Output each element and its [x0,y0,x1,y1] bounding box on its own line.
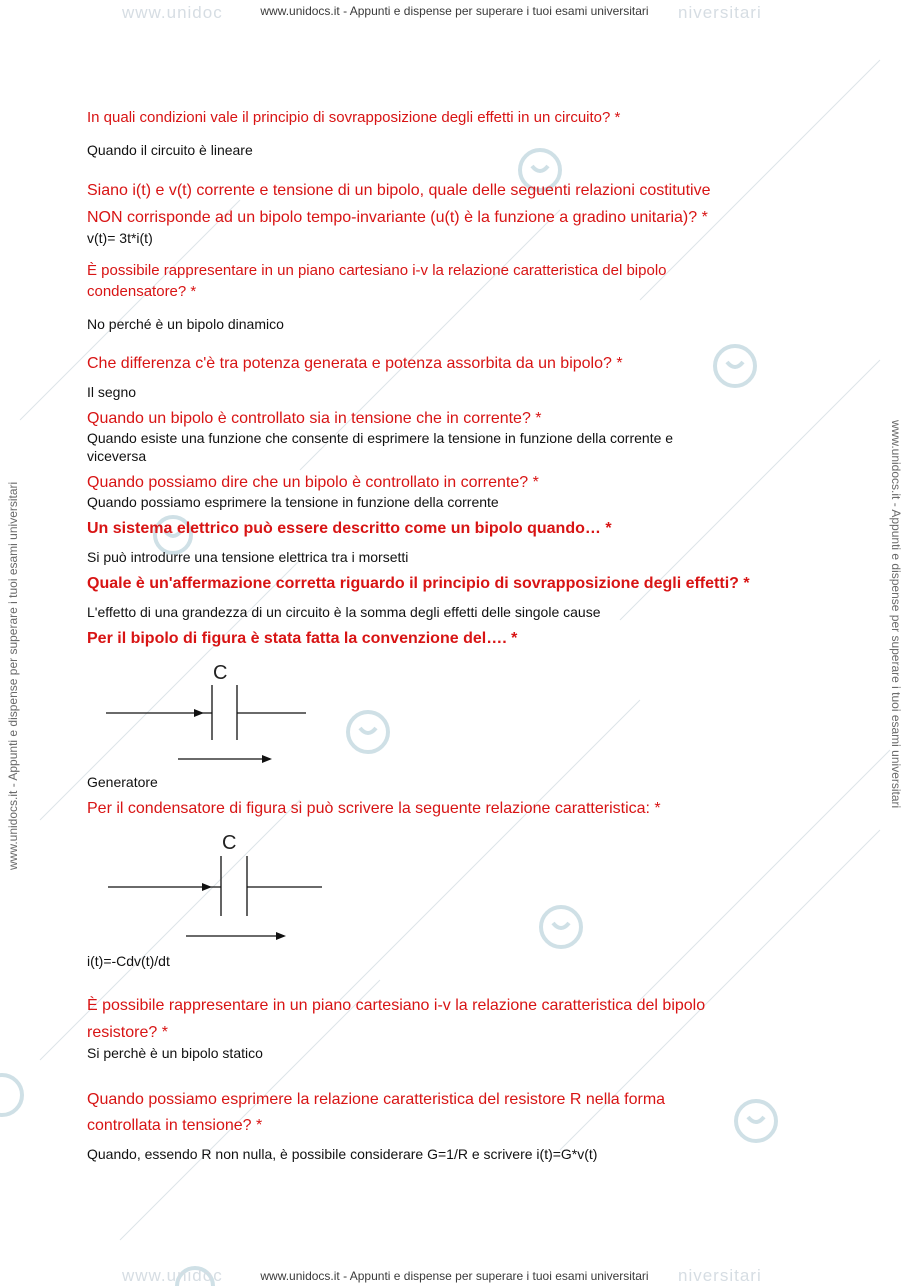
answer-2: v(t)= 3t*i(t) [87,230,153,246]
question-9: Per il bipolo di figura è stata fatta la convenzione del…. * [87,630,518,647]
question-5: Quando un bipolo è controllato sia in tensione che in corrente? * [87,410,542,427]
question-3-line-2: condensatore? * [87,283,197,300]
answer-6: Quando possiamo esprimere la tensione in funzione della corrente [87,494,499,510]
current-arrow-icon [194,709,204,717]
capacitor-figure-1 [100,655,320,773]
answer-1: Quando il circuito è lineare [87,142,253,158]
capacitor-figure-2 [100,826,330,946]
question-12-line-2: controllata in tensione? * [87,1117,263,1134]
answer-5-line-2: viceversa [87,448,147,464]
question-6: Quando possiamo dire che un bipolo è controllato in corrente? * [87,474,539,491]
question-11-line-1: È possibile rappresentare in un piano cartesiano i-v la relazione caratteristica del bipolo [87,997,706,1014]
answer-5-line-1: Quando esiste una funzione che consente di esprimere la tensione in funzione della corrente e [87,430,674,446]
answer-12: Quando, essendo R non nulla, è possibile considerare G=1/R e scrivere i(t)=G*v(t) [87,1146,598,1162]
question-3-line-1: È possibile rappresentare in un piano cartesiano i-v la relazione caratteristica del bipolo [87,262,667,279]
ghost-watermark-left: www.unidoc [122,1266,223,1285]
question-10: Per il condensatore di figura si può scrivere la seguente relazione caratteristica: * [87,800,661,817]
question-8: Quale è un'affermazione corretta riguardo il principio di sovrapposizione degli effetti? * [87,575,750,592]
question-7: Un sistema elettrico può essere descritto come un bipolo quando… * [87,520,612,537]
capacitor-label: C [222,832,237,854]
voltage-arrow-icon [262,755,272,763]
question-11-line-2: resistore? * [87,1024,168,1041]
answer-10: i(t)=-Cdv(t)/dt [87,953,170,969]
question-2-line-2: NON corrisponde ad un bipolo tempo-invariante (u(t) è la funzione a gradino unitaria)? * [87,209,708,226]
question-1: In quali condizioni vale il principio di sovrapposizione degli effetti in un circuito? * [87,109,621,126]
question-2-line-1: Siano i(t) e v(t) corrente e tensione di un bipolo, quale delle seguenti relazioni costitutive [87,182,711,199]
answer-11: Si perchè è un bipolo statico [87,1045,263,1061]
header-watermark: www.unidocs.it - Appunti e dispense per superare i tuoi esami universitari [260,4,649,18]
ghost-watermark-right: niversitari [678,3,762,22]
footer-watermark: www.unidocs.it - Appunti e dispense per superare i tuoi esami universitari [260,1269,649,1283]
answer-7: Si può introdurre una tensione elettrica tra i morsetti [87,549,409,565]
ghost-watermark-right: niversitari [678,1266,762,1285]
side-watermark-left: www.unidocs.it - Appunti e dispense per superare i tuoi esami universitari [6,481,20,870]
capacitor-label: C [213,662,228,684]
answer-4: Il segno [87,384,137,400]
question-12-line-1: Quando possiamo esprimere la relazione caratteristica del resistore R nella forma [87,1091,666,1108]
ghost-watermark-left: www.unidoc [122,3,223,22]
question-4: Che differenza c'è tra potenza generata e potenza assorbita da un bipolo? * [87,355,623,372]
answer-3: No perché è un bipolo dinamico [87,316,284,332]
voltage-arrow-icon [276,932,286,940]
current-arrow-icon [202,883,212,891]
side-watermark-right: www.unidocs.it - Appunti e dispense per superare i tuoi esami universitari [889,420,903,809]
answer-9: Generatore [87,774,158,790]
answer-8: L'effetto di una grandezza di un circuito è la somma degli effetti delle singole cause [87,604,601,620]
